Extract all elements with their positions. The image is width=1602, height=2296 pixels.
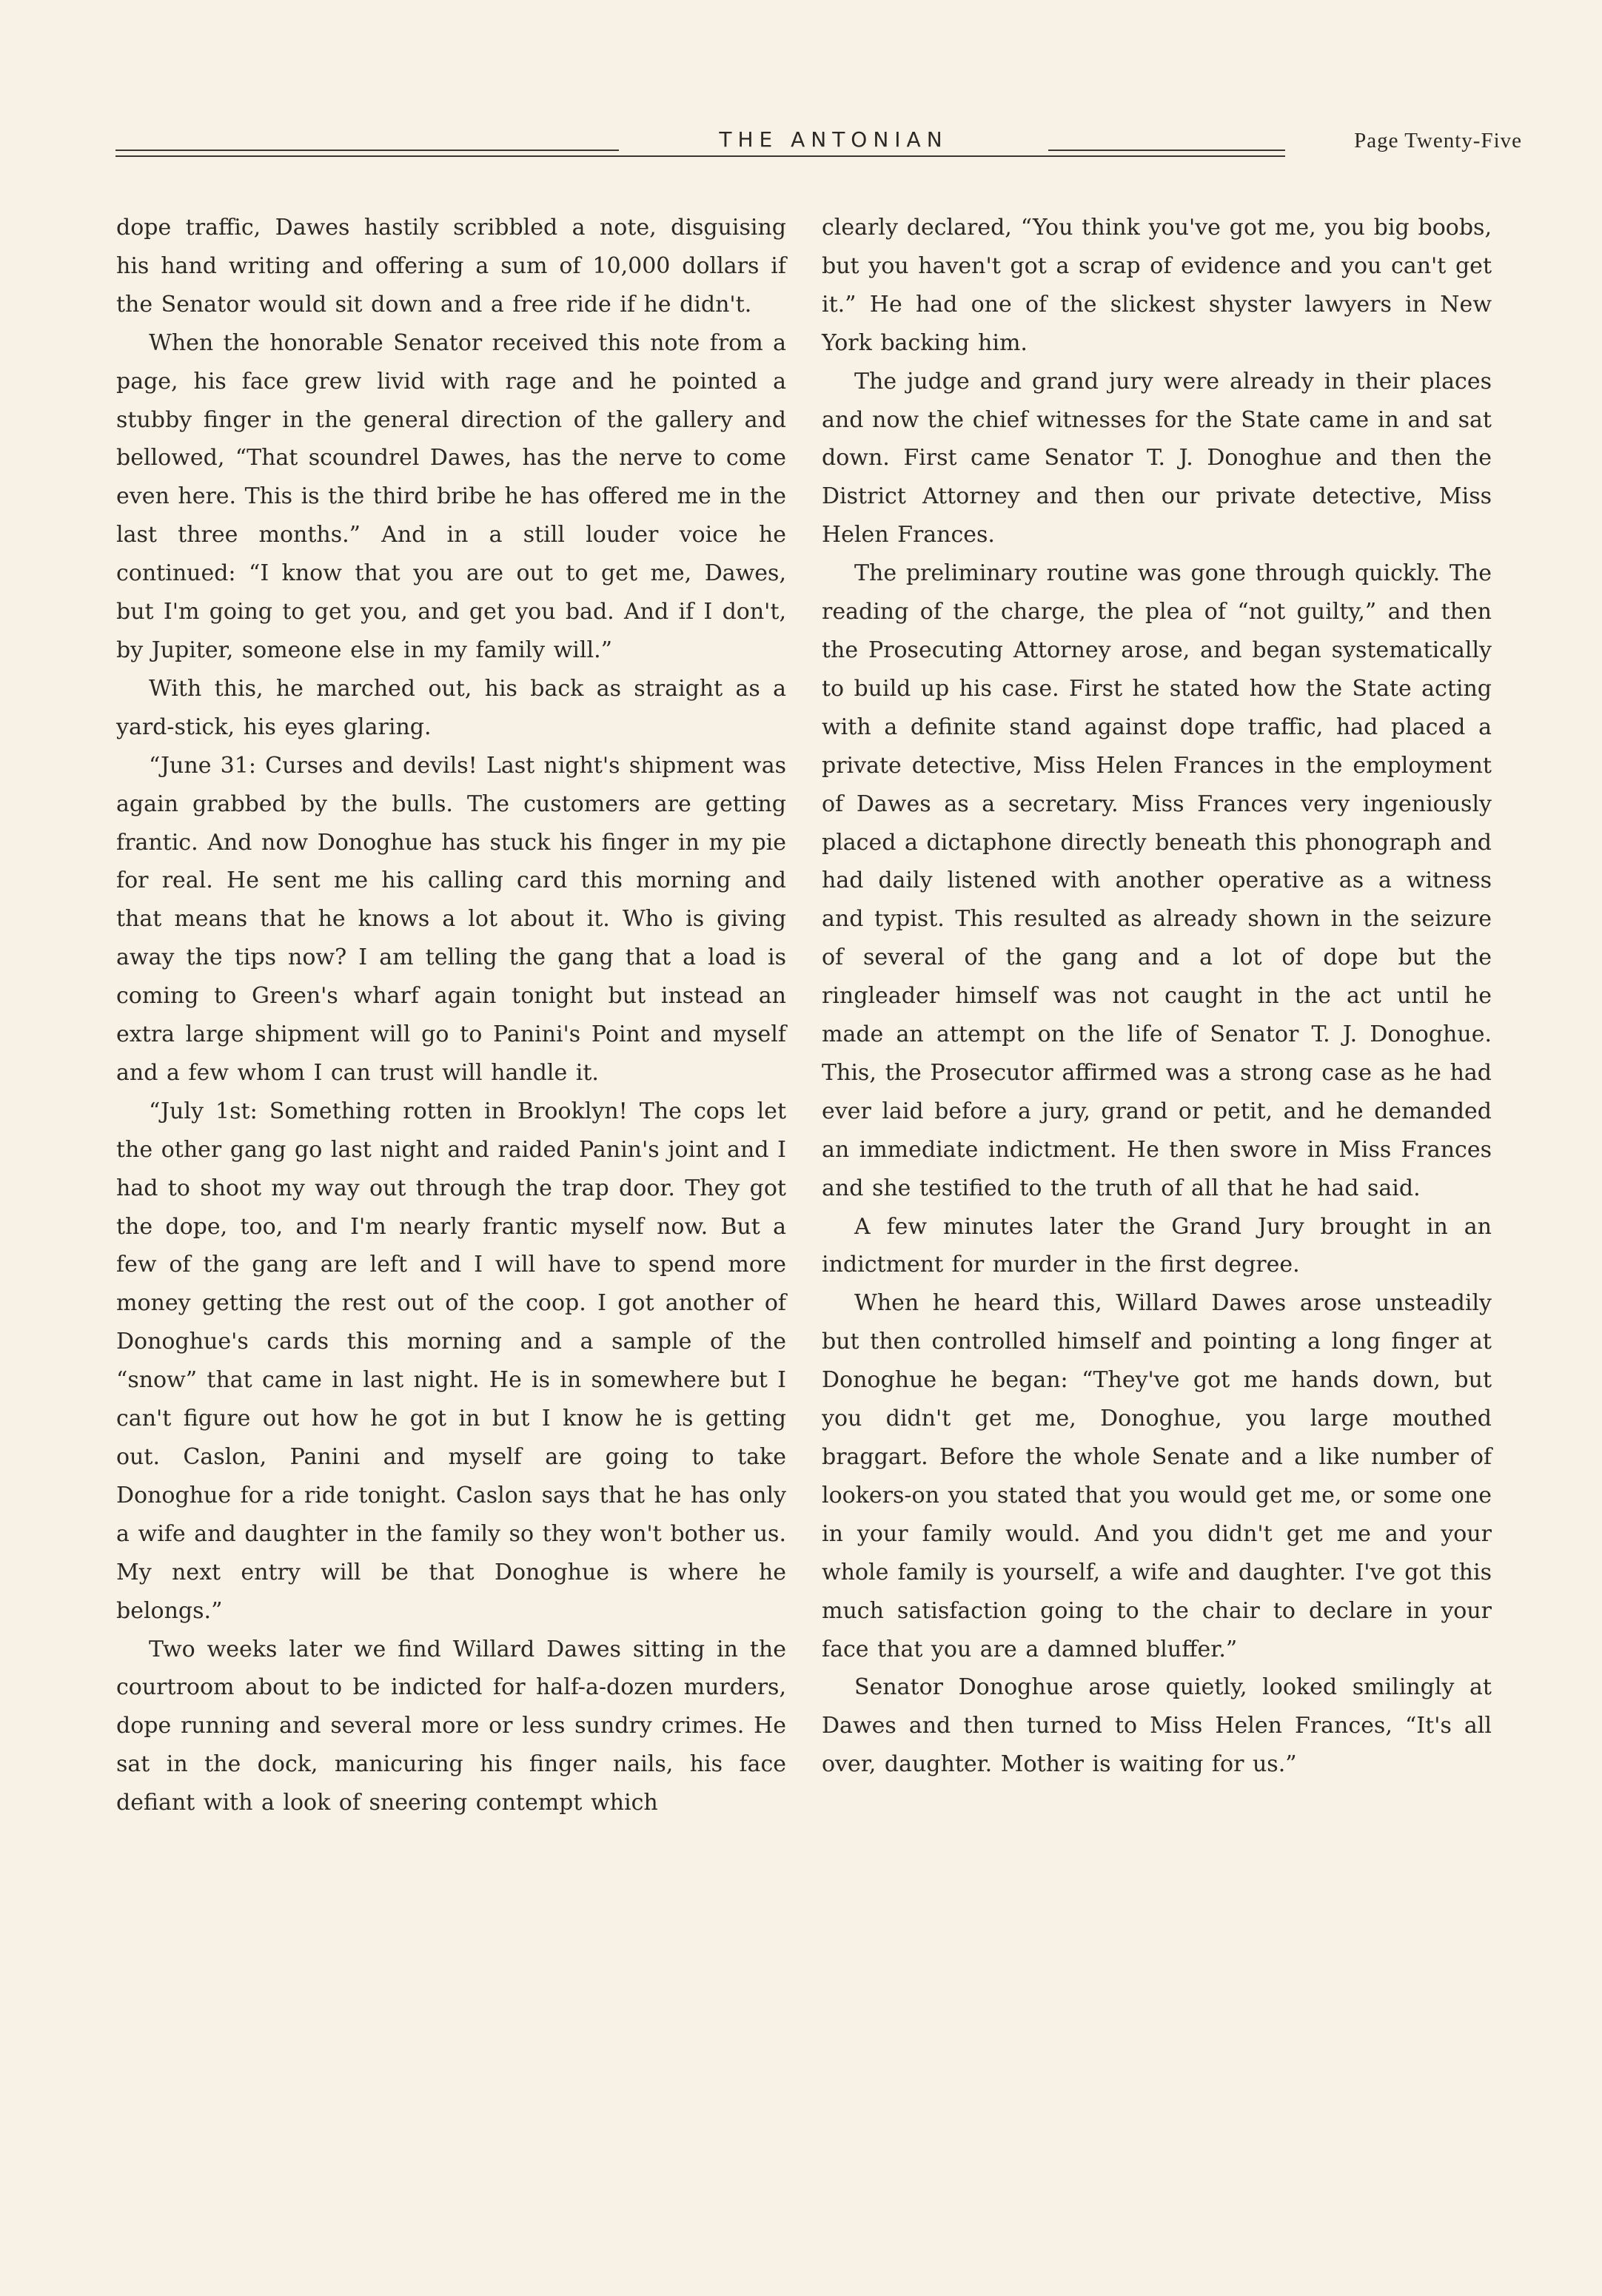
paragraph: dope traffic, Dawes hastily scribbled a note, disguising his hand writing and offering a sum of 10,000 dollars if the Senator would sit down and a free ride if he didn't. xyxy=(116,215,786,318)
paragraph: When the honorable Senator received this note from a page, his face grew livid with rage and he pointed a stubby finger in the general direction of the gallery and bellowed, “That scoundrel Dawes, has the nerve to come even here. This is the third bribe he has offered me in the last three months.” And in a still louder voice he continued: “I know that you are out to get me, Dawes, but I'm going to get you, and get you bad. And if I don't, by Jupiter, someone else in my family will.” xyxy=(116,329,786,663)
paragraph: “June 31: Curses and devils! Last night's shipment was again grabbed by the bulls. The customers are getting frantic. And now Donoghue has stuck his finger in my pie for real. He sent me his calling card this morning and that means that he knows a lot about it. Who is giving away the tips now? I am telling the gang that a load is coming to Green's wharf again tonight but instead an extra large shipment will go to Panini's Point and myself and a few whom I can trust will handle it. xyxy=(116,752,786,1086)
paragraph: With this, he marched out, his back as straight as a yard-stick, his eyes glaring. xyxy=(116,675,786,740)
paragraph: When he heard this, Willard Dawes arose unsteadily but then controlled himself and pointing a long finger at Donoghue he began: “They've got me hands down, but you didn't get me, Donoghue, you large mouthed braggart. Before the whole Senate and a like number of lookers-on you stated that you would get me, or some one in your family would. And you didn't get me and your whole family is yourself, a wife and daughter. I've got this much satisfaction going to the chair to declare in your face that you are a damned bluffer.” xyxy=(822,1290,1492,1662)
page-header xyxy=(115,124,1522,169)
paragraph: Senator Donoghue arose quietly, looked smilingly at Dawes and then turned to Miss Helen Frances, “It's all over, daughter. Mother is waiting for us.” xyxy=(822,1674,1492,1778)
paragraph: The judge and grand jury were already in their places and now the chief witnesses for the State came in and sat down. First came Senator T. J. Donoghue and then the District Attorney and then our private detective, Miss Helen Frances. xyxy=(822,368,1492,548)
paragraph: The preliminary routine was gone through quickly. The reading of the charge, the plea of “not guilty,” and then the Prosecuting Attorney arose, and began systematically to build up his case. First he stated how the State acting with a definite stand against dope traffic, had placed a private detective, Miss Helen Frances in the employment of Dawes as a secretary. Miss Frances very ingeniously placed a dictaphone directly beneath this phonograph and had daily listened with another operative as a witness and typist. This resulted as already shown in the seizure of several of the gang and a lot of dope but the ringleader himself was not caught in the act until he made an attempt on the life of Senator T. J. Donoghue. This, the Prosecutor affirmed was a strong case as he had ever laid before a jury, grand or petit, and he demanded an immediate indictment. He then swore in Miss Frances and she testified to the truth of all that he had said. xyxy=(822,560,1492,1201)
left-text-column xyxy=(116,209,786,1822)
publication-title: THE ANTONIAN xyxy=(619,127,1048,152)
header-rule-bottom xyxy=(115,155,1285,157)
paragraph: clearly declared, “You think you've got me, you big boobs, but you haven't got a scrap of evidence and you can't get it.” He had one of the slickest shyster lawyers in New York backing him. xyxy=(822,215,1492,356)
page-number: Page Twenty-Five xyxy=(1354,129,1522,152)
paragraph: Two weeks later we find Willard Dawes sitting in the courtroom about to be indicted for half-a-dozen murders, dope running and several more or less sundry crimes. He sat in the dock, manicuring his finger nails, his face defiant with a look of sneering contempt which xyxy=(116,1636,786,1816)
right-text-column xyxy=(822,209,1492,1784)
paragraph: “July 1st: Something rotten in Brooklyn! The cops let the other gang go last night and raided Panin's joint and I had to shoot my way out through the trap door. They got the dope, too, and I'm nearly frantic myself now. But a few of the gang are left and I will have to spend more money getting the rest out of the coop. I got another of Donoghue's cards this morning and a sample of the “snow” that came in last night. He is in somewhere but I can't figure out how he got in but I know he is getting out. Caslon, Panini and myself are going to take Donoghue for a ride tonight. Caslon says that he has only a wife and daughter in the family so they won't bother us. My next entry will be that Donoghue is where he belongs.” xyxy=(116,1098,786,1624)
paragraph: A few minutes later the Grand Jury brought in an indictment for murder in the first degree. xyxy=(822,1213,1492,1278)
